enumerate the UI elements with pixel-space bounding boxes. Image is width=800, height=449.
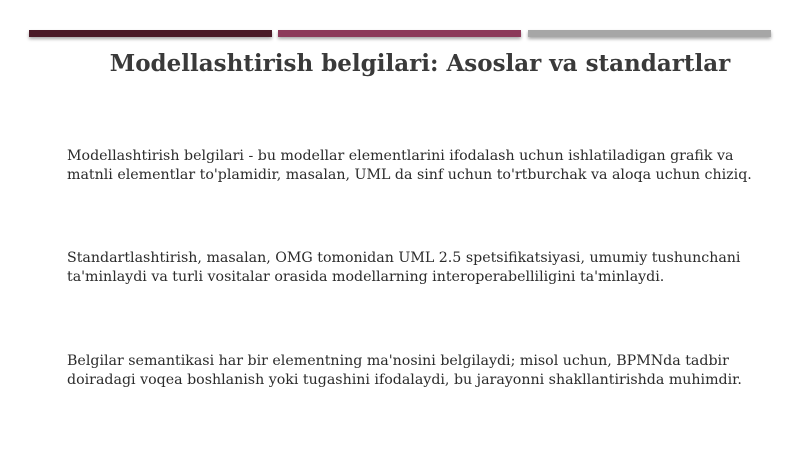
- slide-title: Modellashtirish belgilari: Asoslar va standartlar: [109, 50, 731, 77]
- accent-bar-maroon: [278, 30, 521, 37]
- paragraph-notation-definition: Modellashtirish belgilari - bu modellar elementlarini ifodalash uchun ishlatiladigan grafik va matnli elementlar to'plamidir, masalan, UML da sinf uchun to'rtburchak va aloqa uchun chiziq.: [67, 148, 752, 183]
- accent-bar-dark: [29, 30, 272, 37]
- paragraph-standardization: Standartlashtirish, masalan, OMG tomonidan UML 2.5 spetsifikatsiyasi, umumiy tushunchani ta'minlaydi va turli vositalar orasida modellarning interoperabelliligini ta'minlaydi.: [67, 250, 741, 285]
- paragraph-semantics: Belgilar semantikasi har bir elementning ma'nosini belgilaydi; misol uchun, BPMNda tadbir doiradagi voqea boshlanish yoki tugashini ifodalaydi, bu jarayonni shakllantirishda muhimdir.: [67, 353, 742, 388]
- accent-bar-gray: [528, 30, 771, 37]
